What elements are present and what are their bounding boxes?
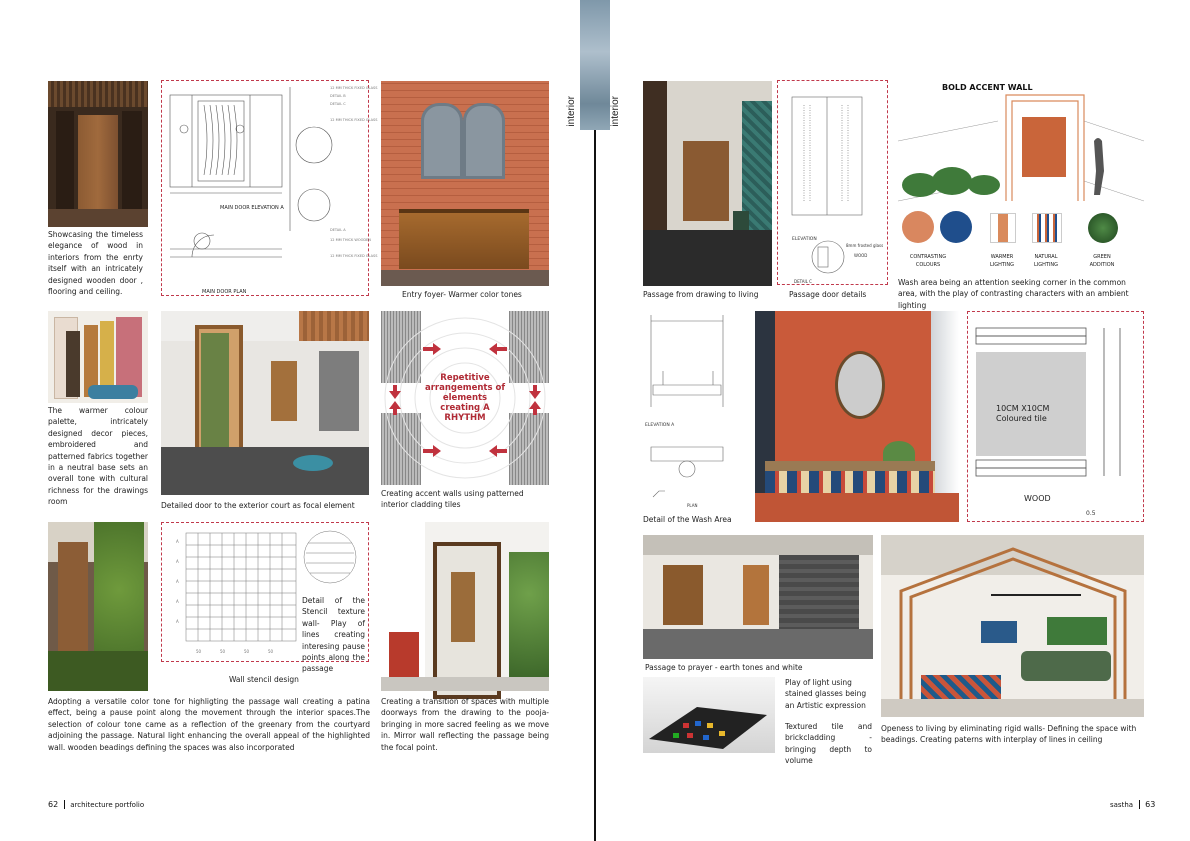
svg-text:12 MM THICK FIXED GLASS: 12 MM THICK FIXED GLASS (330, 254, 378, 258)
drawing-coloured-tile (967, 311, 1144, 522)
tile-size-label: 10CM X10CM (996, 404, 1050, 413)
label-door-wood: WOOD (854, 253, 868, 258)
caption-cladding: Creating accent walls using patterned interior cladding tiles (381, 489, 524, 510)
label-main-door-plan: MAIN DOOR PLAN (202, 289, 247, 295)
caption-door: Showcasing the timeless elegance of wood in interiors from the enrty itself with an intricately designed wooden door , flooring and ceiling. (48, 230, 143, 297)
label-main-door-elevation: MAIN DOOR ELEVATION A (220, 205, 284, 211)
photo-passage-wall (48, 522, 148, 691)
drawing-wash-area (643, 311, 746, 511)
label-door-detail-c: DETAIL C (794, 279, 812, 284)
label-wash-elevation: ELEVATION A (645, 423, 675, 428)
label-door-elevation: ELEVATION (792, 237, 817, 242)
footer-label-right: sastha (1110, 801, 1134, 809)
photo-court-door (161, 311, 369, 495)
caption-palette: The warmer colour palette, intricately designed decor pieces, embroidered and patterned fabrics together in a neutral base sets an overall tone with cultural richness for the drawings room (48, 406, 148, 507)
drawing-main-door (161, 80, 378, 296)
caption-living: Openess to living by eliminating rigid walls- Defining the space with beadings. Creating paterns with interplay of lines in ceiling (881, 724, 1137, 745)
icon-natural-lighting (1032, 213, 1062, 243)
photo-entry-foyer (381, 81, 549, 286)
caption-foyer: Entry foyer- Warmer color tones (402, 290, 522, 299)
svg-text:A: A (176, 559, 179, 564)
photo-wash-area (755, 311, 959, 522)
svg-text:A: A (176, 539, 179, 544)
photo-passage-prayer (643, 535, 873, 659)
photo-living (881, 535, 1144, 717)
swatch-terracotta (902, 211, 934, 243)
rhythm-text: Repetitive arrangements of elements creating A RHYTHM (424, 373, 506, 423)
svg-text:12 MM THICK WOODEN: 12 MM THICK WOODEN (330, 238, 371, 242)
svg-text:DETAIL B: DETAIL B (330, 94, 346, 98)
caption-textured: Textured tile and brickcladding - bringing depth to volume (785, 722, 872, 766)
caption-patina: Adopting a versatile color tone for highligting the passage wall creating a patina effect, being a pause point along the movement through the interior spaces.The selection of colour tone came as a reflection of the greenary from the courtyard adjoining the passage. Natural light enhancing the overall appeal of the highlighted wall. wooden beadings defining the spaces was also incorporated (48, 697, 370, 752)
graphic-stained-glass (643, 677, 775, 753)
svg-text:A: A (176, 619, 179, 624)
accent-label-0: CONTRASTING COLOURS (909, 254, 947, 268)
page-number-right (1110, 800, 1155, 809)
svg-text:50: 50 (244, 649, 250, 654)
page-number-62: 62 (48, 800, 59, 809)
label-door-glass: 8mm frosted glass (846, 243, 884, 248)
page-number-63: 63 (1145, 800, 1156, 809)
photo-palette (48, 311, 148, 403)
caption-prayer: Passage to prayer - earth tones and white (645, 663, 803, 672)
spine-texture-strip (580, 0, 610, 130)
swatch-blue (940, 211, 972, 243)
svg-text:DETAIL C: DETAIL C (330, 102, 346, 106)
accent-label-3: GREEN ADDITION (1089, 254, 1115, 268)
photo-passage-drawing-living (643, 81, 772, 286)
icon-warmer-lighting (990, 213, 1016, 243)
svg-text:A: A (176, 599, 179, 604)
footer-label-left: architecture portfolio (70, 801, 145, 809)
caption-transition: Creating a transition of spaces with multiple doorways from the drawing to the pooja- bringing in more sacred feeling as we move in. Mirror wall reflecting the passage being the focal point. (381, 697, 549, 752)
tile-dim-bottom: 0.5 (1086, 510, 1096, 517)
drawing-passage-door (777, 80, 888, 285)
caption-wash-detail: Detail of the Wash Area (643, 515, 732, 524)
svg-text:50: 50 (220, 649, 226, 654)
photo-main-door (48, 81, 148, 227)
svg-text:12 MM THICK FIXED GLASS: 12 MM THICK FIXED GLASS (330, 118, 378, 122)
drawing-stencil (161, 522, 369, 674)
svg-text:12 MM THICK FIXED GLASS: 12 MM THICK FIXED GLASS (330, 86, 378, 90)
svg-text:50: 50 (268, 649, 274, 654)
svg-text:50: 50 (196, 649, 202, 654)
accent-label-2: NATURAL LIGHTING (1033, 254, 1059, 268)
caption-stencil-detail: Detail of the Stencil texture wall- Play of lines creating interesing pause points along the passage (302, 596, 365, 674)
caption-court: Detailed door to the exterior court as focal element (161, 501, 355, 510)
photo-transition-doorways (381, 522, 549, 691)
caption-stencil-title: Wall stencil design (229, 675, 299, 684)
accent-title: BOLD ACCENT WALL (942, 83, 1033, 92)
page-number-left (48, 800, 144, 809)
tile-wood-label: WOOD (1024, 494, 1051, 503)
caption-stained: Play of light using stained glasses being an Artistic expression (785, 678, 867, 710)
caption-wash-area: Wash area being an attention seeking corner in the common area, with the play of contrasting characters with an ambient lighting (898, 278, 1129, 310)
tile-type-label: Coloured tile (996, 414, 1047, 423)
svg-text:DETAIL A: DETAIL A (330, 228, 346, 232)
section-tab-left: interior (566, 96, 577, 127)
icon-green-addition (1088, 213, 1118, 243)
graphic-rhythm (381, 311, 549, 485)
label-wash-plan: PLAN (687, 503, 698, 508)
caption-passage: Passage from drawing to living (643, 290, 759, 299)
accent-label-1: WARMER LIGHTING (989, 254, 1015, 268)
svg-text:A: A (176, 579, 179, 584)
board-bold-accent-wall (898, 81, 1144, 274)
caption-passage-door: Passage door details (789, 290, 867, 299)
section-tab-right: interior (610, 96, 621, 127)
